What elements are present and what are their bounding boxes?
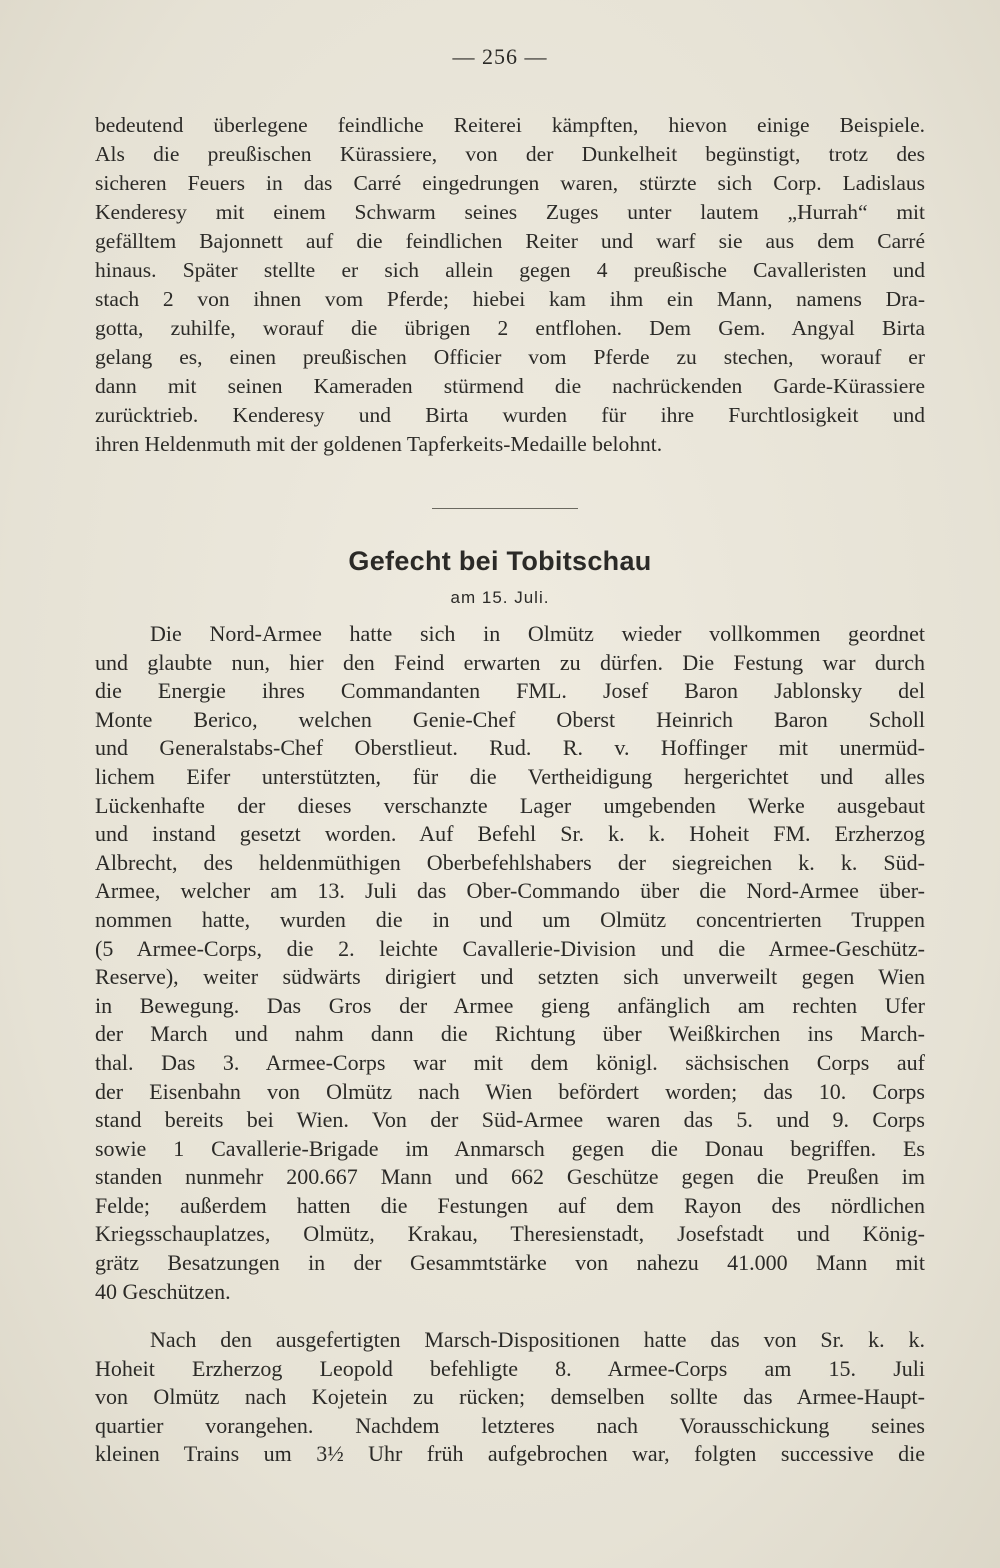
text-line: kleinen Trains um 3½ Uhr früh aufgebrochen war, folgten successive die [95, 1441, 925, 1467]
section-divider [432, 508, 578, 509]
text-line: thal. Das 3. Armee-Corps war mit dem königl. sächsischen Corps auf [95, 1049, 925, 1075]
text-line: lichem Eifer unterstützten, für die Vertheidigung hergerichtet und alles [95, 763, 925, 789]
text-line: und Generalstabs-Chef Oberstlieut. Rud. R. v. Hoffinger mit unermüd- [95, 735, 925, 761]
text-line: von Olmütz nach Kojetein zu rücken; demselben sollte das Armee-Haupt- [95, 1384, 925, 1410]
text-line: Armee, welcher am 13. Juli das Ober-Commando über die Nord-Armee über- [95, 878, 925, 904]
text-line: der Eisenbahn von Olmütz nach Wien befördert worden; das 10. Corps [95, 1078, 925, 1104]
text-line: in Bewegung. Das Gros der Armee gieng anfänglich am rechten Ufer [95, 992, 925, 1018]
text-line: die Energie ihres Commandanten FML. Josef Baron Jablonsky del [95, 678, 925, 704]
text-line: sicheren Feuers in das Carré eingedrungen waren, stürzte sich Corp. Ladislaus [95, 171, 925, 195]
text-line: Als die preußischen Kürassiere, von der Dunkelheit begünstigt, trotz des [95, 142, 925, 166]
text-line: gefälltem Bajonnett auf die feindlichen Reiter und warf sie aus dem Carré [95, 229, 925, 253]
text-line: und instand gesetzt worden. Auf Befehl Sr. k. k. Hoheit FM. Erzherzog [95, 821, 925, 847]
text-line: sowie 1 Cavallerie-Brigade im Anmarsch gegen die Donau begriffen. Es [95, 1135, 925, 1161]
text-line: Lückenhafte der dieses verschanzte Lager umgebenden Werke ausgebaut [95, 792, 925, 818]
text-line: und glaubte nun, hier den Feind erwarten zu dürfen. Die Festung war durch [95, 649, 925, 675]
text-line: Hoheit Erzherzog Leopold befehligte 8. Armee-Corps am 15. Juli [95, 1355, 925, 1381]
text-line: grätz Besatzungen in der Gesammtstärke von nahezu 41.000 Mann mit [95, 1250, 925, 1276]
text-line: der March und nahm dann die Richtung über Weißkirchen ins March- [95, 1021, 925, 1047]
text-line: Albrecht, des heldenmüthigen Oberbefehlshabers der siegreichen k. k. Süd- [95, 849, 925, 875]
text-line: stach 2 von ihnen vom Pferde; hiebei kam ihm ein Mann, namens Dra- [95, 287, 925, 311]
text-line: quartier vorangehen. Nachdem letzteres nach Vorausschickung seines [95, 1412, 925, 1438]
text-line: dann mit seinen Kameraden stürmend die nachrückenden Garde-Kürassiere [95, 374, 925, 398]
paragraph-nord-armee [95, 620, 925, 1306]
text-line: gotta, zuhilfe, worauf die übrigen 2 entflohen. Dem Gem. Angyal Birta [95, 316, 925, 340]
text-line: nommen hatte, wurden die in und um Olmütz concentrierten Truppen [95, 906, 925, 932]
section-title: Gefecht bei Tobitschau [348, 546, 652, 576]
text-line: Die Nord-Armee hatte sich in Olmütz wieder vollkommen geordnet [150, 621, 925, 646]
page-number: — 256 — [452, 44, 548, 69]
text-line: standen nunmehr 200.667 Mann und 662 Geschütze gegen die Preußen im [95, 1164, 925, 1190]
text-line: Reserve), weiter südwärts dirigiert und setzten sich unverweilt gegen Wien [95, 964, 925, 990]
paragraph-marsch-dispositionen [95, 1326, 925, 1469]
text-line: zurücktrieb. Kenderesy und Birta wurden für ihre Furchtlosigkeit und [95, 403, 925, 427]
text-line: Nach den ausgefertigten Marsch-Dispositionen hatte das von Sr. k. k. [150, 1327, 925, 1352]
text-line: Monte Berico, welchen Genie-Chef Oberst Heinrich Baron Scholl [95, 706, 925, 732]
text-line: Kriegsschauplatzes, Olmütz, Krakau, Theresienstadt, Josefstadt und König- [95, 1221, 925, 1247]
text-line: hinaus. Später stellte er sich allein gegen 4 preußische Cavalleristen und [95, 258, 925, 282]
text-line: gelang es, einen preußischen Officier vom Pferde zu stechen, worauf er [95, 345, 925, 369]
text-line: (5 Armee-Corps, die 2. leichte Cavallerie-Division und die Armee-Geschütz- [95, 935, 925, 961]
paragraph-awards [95, 111, 925, 459]
text-line: bedeutend überlegene feindliche Reiterei kämpften, hievon einige Beispiele. [95, 113, 925, 137]
text-line: Felde; außerdem hatten die Festungen auf dem Rayon des nördlichen [95, 1192, 925, 1218]
text-line: stand bereits bei Wien. Von der Süd-Armee waren das 5. und 9. Corps [95, 1107, 925, 1133]
text-line: 40 Geschützen. [95, 1278, 231, 1304]
text-line: Kenderesy mit einem Schwarm seines Zuges unter lautem „Hurrah“ mit [95, 200, 925, 224]
section-subtitle: am 15. Juli. [450, 588, 550, 607]
text-line: ihren Heldenmuth mit der goldenen Tapferkeits-Medaille belohnt. [95, 432, 663, 456]
